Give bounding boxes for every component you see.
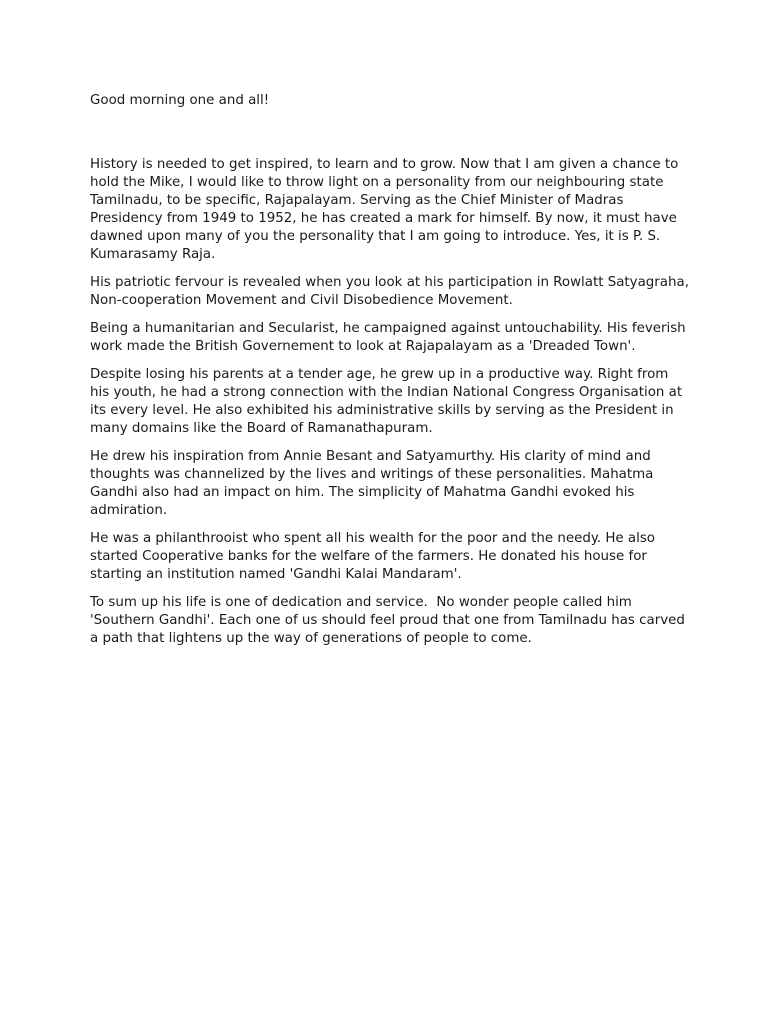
paragraph-philanthropy: He was a philanthrooist who spent all his wealth for the poor and the needy. He also started Cooperative banks for the welfare of the farmers. He donated his house for starting an institution named 'Gandhi Kalai Mandaram'. <box>90 531 660 582</box>
paragraph-humanitarian: Being a humanitarian and Secularist, he campaigned against untouchability. His feverish work made the British Governement to look at Rajapalayam as a 'Dreaded Town'. <box>90 321 690 354</box>
greeting-line: Good morning one and all! <box>90 93 270 108</box>
paragraph-introduction: History is needed to get inspired, to learn and to grow. Now that I am given a chance to hold the Mike, I would like to throw light on a personality from our neighbouring state Tamilnadu, to be specific, Rajapalayam. Serving as the Chief Minister of Madras Presidency from 1949 to 1952, he has created a mark for himself. By now, it must have dawned upon many of you the personality that I am going to introduce. Yes, it is P. S. Kumarasamy Raja. <box>90 157 683 262</box>
document-body <box>90 92 694 658</box>
paragraph-early-life: Despite losing his parents at a tender age, he grew up in a productive way. Right from his youth, he had a strong connection with the Indian National Congress Organisation at its every level. He also exhibited his administrative skills by serving as the President in many domains like the Board of Ramanathapuram. <box>90 367 687 436</box>
paragraph-patriotism: His patriotic fervour is revealed when you look at his participation in Rowlatt Satyagraha, Non-cooperation Movement and Civil Disobedience Movement. <box>90 275 694 308</box>
paragraph-inspiration: He drew his inspiration from Annie Besant and Satyamurthy. His clarity of mind and thoughts was channelized by the lives and writings of these personalities. Mahatma Gandhi also had an impact on him. The simplicity of Mahatma Gandhi evoked his admiration. <box>90 449 658 518</box>
blank-spacer <box>90 110 690 156</box>
paragraph-conclusion: To sum up his life is one of dedication and service. No wonder people called him 'Southern Gandhi'. Each one of us should feel proud that one from Tamilnadu has carved a path that lightens up the way of generations of people to come. <box>90 595 694 646</box>
